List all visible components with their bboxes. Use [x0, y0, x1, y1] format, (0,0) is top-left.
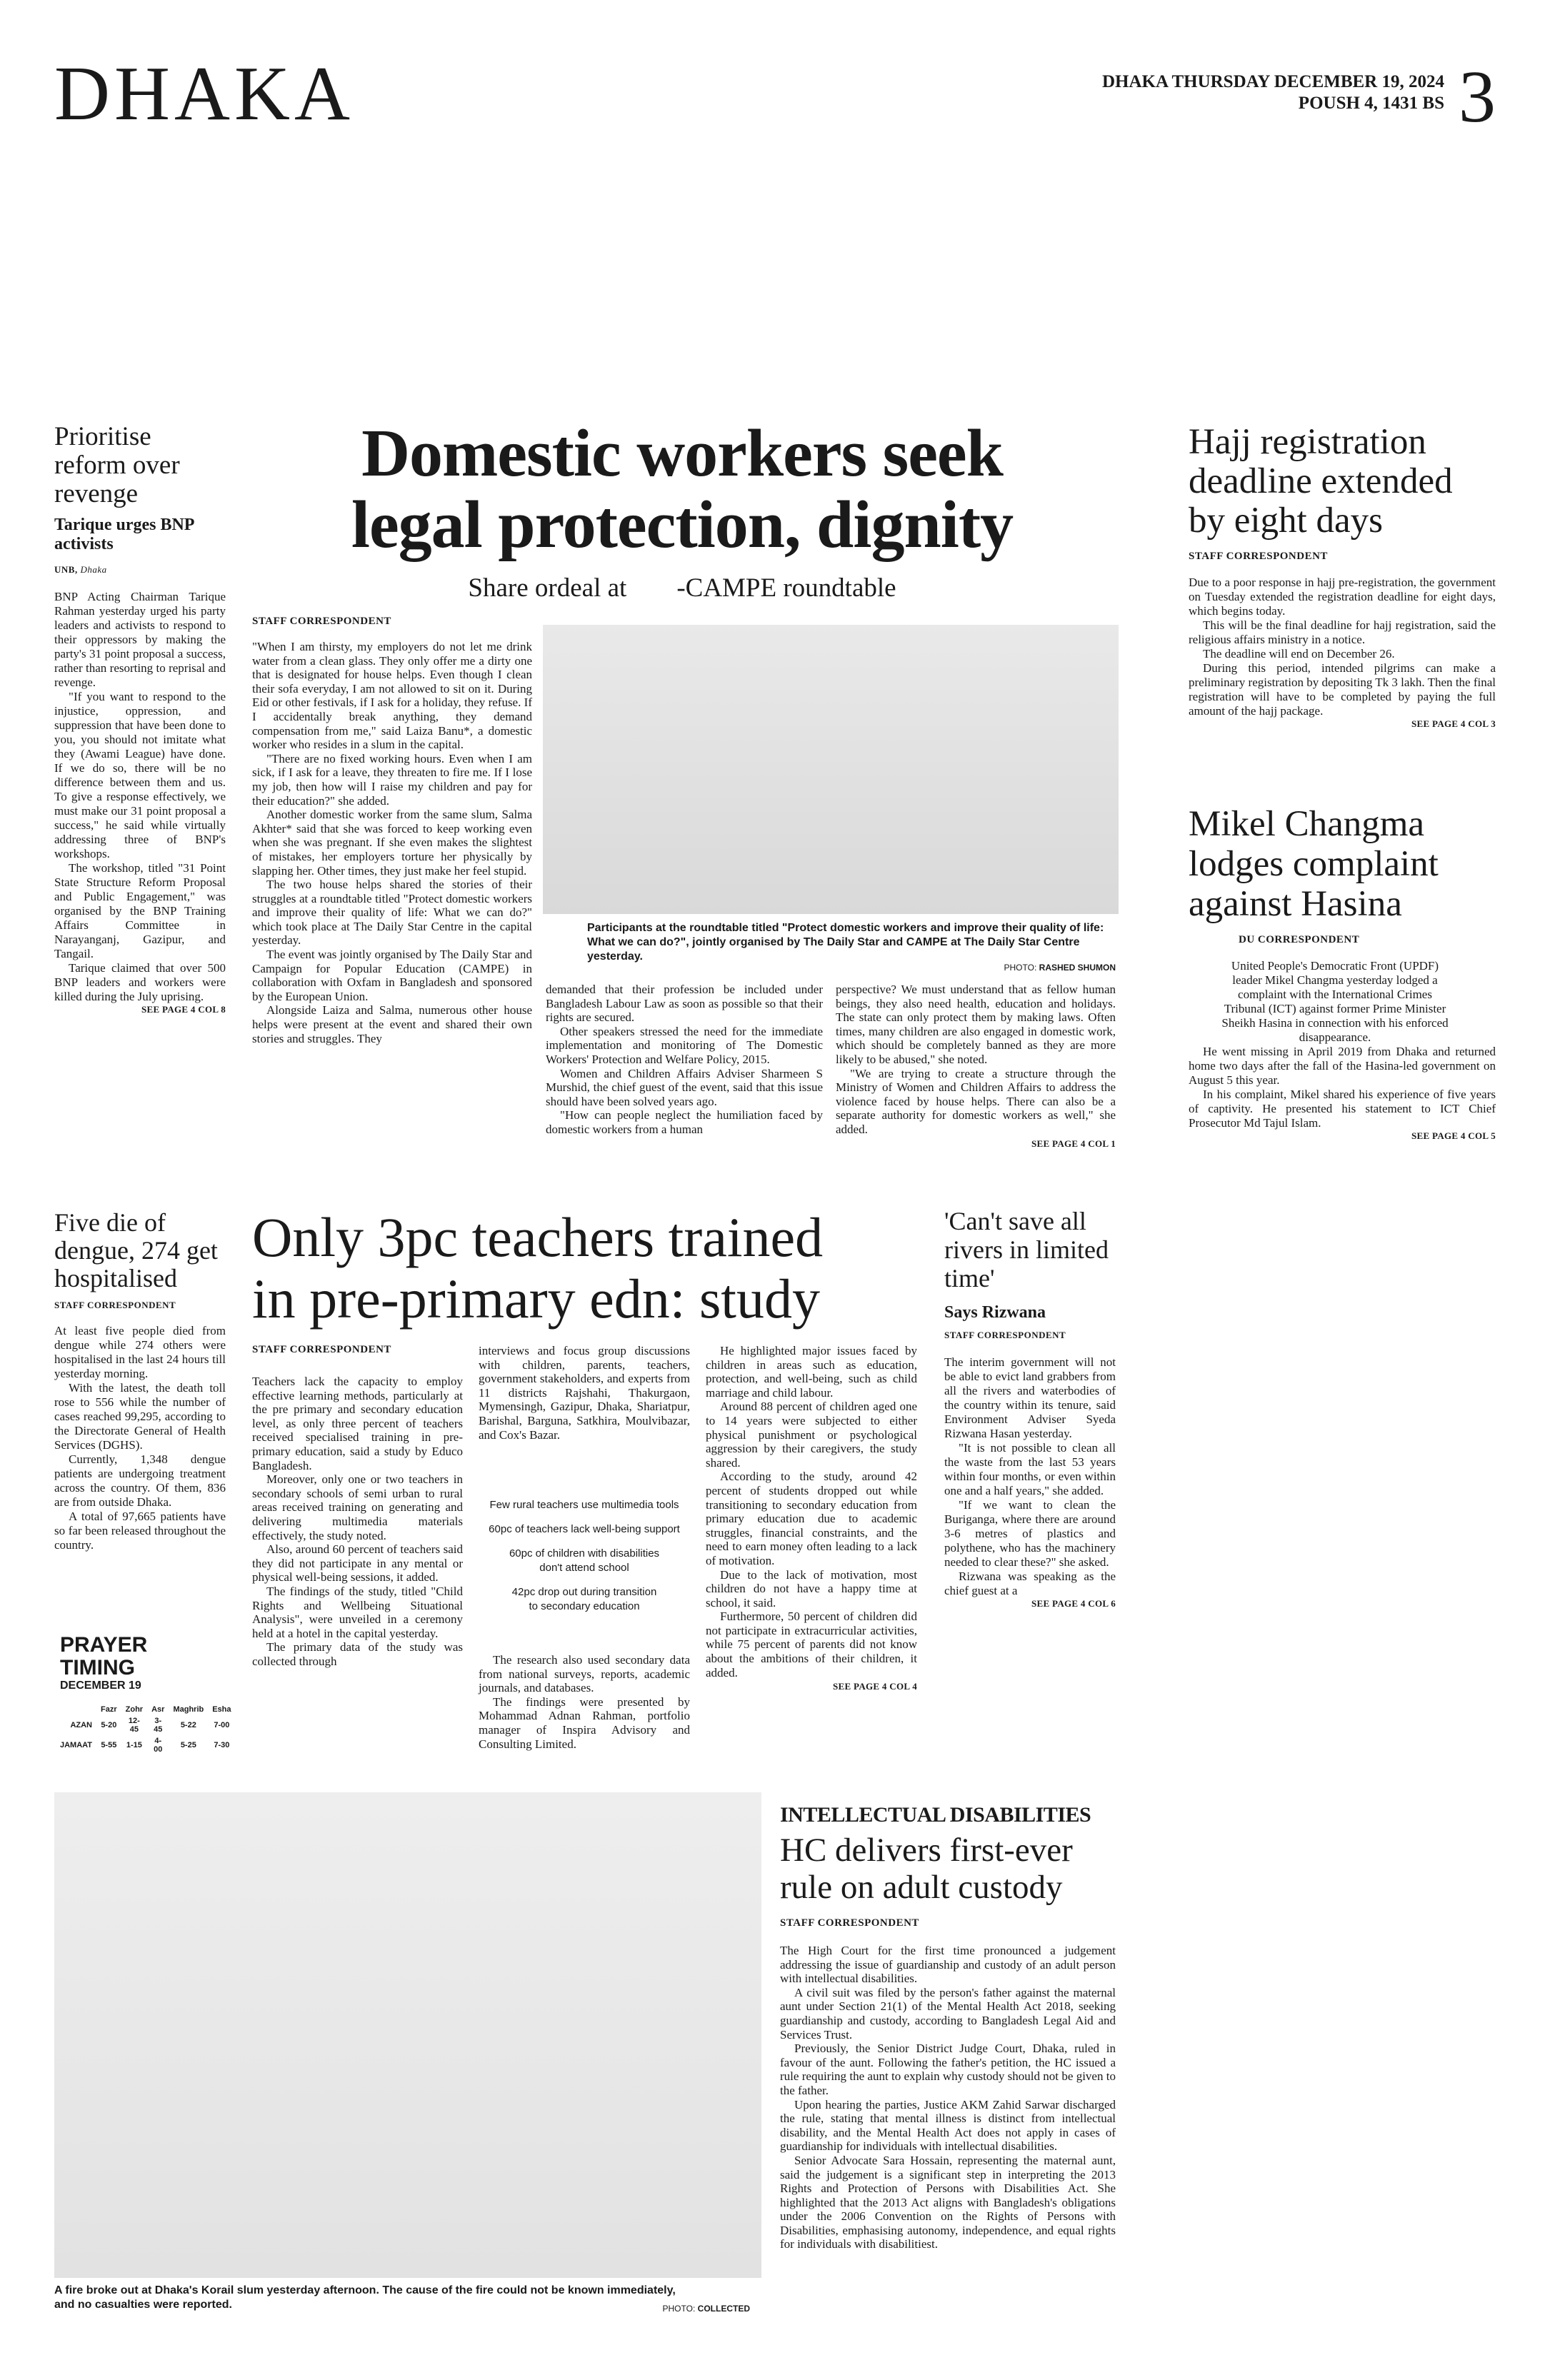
article-body [944, 1355, 1116, 1598]
paragraph: A civil suit was filed by the person's father against the maternal aunt under Section 21(1) of the Mental Health Act 2018, seeking guardianship and custody, according to Bangladesh Legal Aid and Services Trust. [780, 1985, 1116, 2042]
paragraph: United People's Democratic Front (UPDF) leader Mikel Changma yesterday lodged a complaint with the International Crimes Tribunal (ICT) against former Prime Minister Sheikh Hasina in connection with his enforced disappearance. [1221, 959, 1449, 1044]
continued-link[interactable]: SEE PAGE 4 COL 1 [1031, 1138, 1116, 1149]
paragraph: Women and Children Affairs Adviser Sharmeen S Murshid, the chief guest of the event, said that this issue should have been solved years ago. [546, 1066, 823, 1108]
headline-line: legal protection, dignity [351, 488, 1014, 562]
photo-caption: Participants at the roundtable titled "Protect domestic workers and improve their quality of life: What we can do?", jointly organised by The Daily Star and CAMPE at The Daily Star Centre yesterday. [587, 922, 1104, 963]
headline: HC delivers first-ever rule on adult custody [780, 1832, 1073, 1906]
prayer-row-azan: AZAN 5-20 12-45 3-45 5-22 7-00 [70, 1717, 230, 1734]
paragraph: During this period, intended pilgrims can make a preliminary registration by depositing Tk 3 lakh. Then the final registration will have to be completed by paying the full amount of the hajj package. [1189, 661, 1496, 718]
paragraph: The deadline will end on December 26. [1203, 647, 1395, 661]
paragraph: This will be the final deadline for hajj registration, said the religious affairs ministry in a notice. [1189, 618, 1496, 646]
paragraph: Moreover, only one or two teachers in secondary schools of semi urban to rural areas received training on generating and delivering multimedia materials effectively, the study noted. [252, 1472, 463, 1542]
headline: Hajj registration deadline extended by eight days [1189, 422, 1453, 541]
paragraph: Tarique claimed that over 500 BNP leaders and workers were killed during the July uprising. [54, 961, 226, 1003]
paragraph: The event was jointly organised by The Daily Star and Campaign for Popular Education (CAMPE) in collaboration with Oxfam in Bangladesh and sponsored by the European Union. [252, 948, 532, 1003]
paragraph: BNP Acting Chairman Tarique Rahman yesterday urged his party leaders and activists to respond to their oppressors by making the party's 31 point proposal a success, rather than resorting to reprisal and revenge. [54, 590, 226, 689]
headline [250, 418, 1114, 561]
continued-link[interactable]: SEE PAGE 4 COL 3 [1411, 718, 1496, 729]
paragraph: With the latest, the death toll rose to 556 while the number of cases reached 99,295, according to the Directorate General of Health Services (DGHS). [54, 1381, 226, 1452]
paragraph: A total of 97,665 patients have so far been released throughout the country. [54, 1510, 226, 1552]
headline-line: Only 3pc teachers trained [252, 1206, 824, 1268]
section-masthead: DHAKA [54, 51, 354, 136]
korail-fire-photo [54, 1792, 761, 2278]
article-body [54, 1324, 226, 1552]
byline: UNB, Dhaka [54, 564, 107, 575]
article-reform [54, 423, 226, 1015]
paragraph: The findings of the study, titled "Child Rights and Wellbeing Situational Analysis", were unveiled in a ceremony held at a hotel in the capital yesterday. [252, 1584, 463, 1640]
article-hajj [1189, 423, 1496, 730]
paragraph: In his complaint, Mikel shared his experience of five years of captivity. He presented his statement to ICT Chief Prosecutor Md Tajul Islam. [1189, 1088, 1496, 1130]
article-mikel-changma [1189, 804, 1496, 1142]
article-domestic-workers [250, 418, 1114, 603]
dateline [1102, 71, 1444, 114]
prayer-date: DECEMBER 19 [60, 1679, 141, 1692]
paragraph: The two house helps shared the stories of their struggles at a roundtable titled "Protect domestic workers and improve their quality of life: What we can do?" which took place at The Daily Star Centre in the capital yesterday. [252, 878, 532, 948]
headline: Five die of dengue, 274 get hospitalised [54, 1208, 218, 1292]
paragraph: Around 88 percent of children aged one to 14 years were subjected to either physical punishment or psychological aggression by their caregivers, the study shared. [706, 1400, 917, 1470]
paragraph: perspective? We must understand that as fellow human beings, they also need health, education and holidays. The state can only protect them by making laws. Often times, many children are also engaged in domestic work, which should be completely banned as they are more likely to be abused," she noted. [836, 983, 1116, 1066]
paragraph: The findings were presented by Mohammad Adnan Rahman, portfolio manager of Inspira Advisory and Consulting Limited. [479, 1694, 690, 1751]
prayer-table [60, 1704, 236, 1755]
paragraph: He highlighted major issues faced by children in areas such as education, protection, and well-being, such as child marriage and child labour. [706, 1344, 917, 1400]
paragraph: According to the study, around 42 percent of students dropped out while transitioning to secondary education from primary education due to academic struggles, financial constraints, and the need to earn money often leading to a lack of motivation. [706, 1470, 917, 1567]
byline: STAFF CORRESPONDENT [944, 1330, 1066, 1340]
paragraph: Senior Advocate Sara Hossain, representing the maternal aunt, said the judgement is a significant step in interpreting the 2013 Rights and Protection of Persons with Disabilities Act. She highlighted that the 2013 Act aligns with Bangladesh's obligations under the 2006 Convention on the Rights of Persons with Disabilities, emphasising autonomy, independence, and equal rights for individuals with disabilitiest. [780, 2153, 1116, 2251]
article-body-col1 [252, 640, 532, 1045]
stats-box [479, 1498, 690, 1614]
article-body-col2 [546, 983, 823, 1137]
page-number: 3 [1459, 56, 1496, 138]
paragraph: "There are no fixed working hours. Even when I am sick, if I ask for a leave, they threaten to fire me. If I lose my job, then how will I raise my children and pay for their education?" she added. [252, 751, 532, 808]
paragraph: The workshop, titled "31 Point State Structure Reform Proposal and Public Engagement," was organised by the BNP Training Affairs Committee in Narayanganj, Gazipur, and Tangail. [54, 861, 226, 960]
article-body [1189, 959, 1496, 1130]
paragraph: He went missing in April 2019 from Dhaka and returned home two days after the fall of the Hasina-led government on August 5 this year. [1189, 1045, 1496, 1087]
paragraph: Other speakers stressed the need for the immediate implementation and monitoring of The Domestic Workers' Protection and Welfare Policy, 2015. [546, 1024, 823, 1066]
paragraph: interviews and focus group discussions with children, parents, teachers, government stakeholders, and experts from 11 districts Rajshahi, Thakurgaon, Mymensingh, Gazipur, Dhaka, Shariatpur, Barishal, Barguna, Satkhira, Moulvibazar, and Cox's Bazar. [479, 1344, 690, 1442]
headline [252, 1207, 938, 1330]
article-body-col2b [479, 1653, 690, 1751]
paragraph: Previously, the Senior District Judge Court, Dhaka, ruled in favour of the aunt. Following the father's petition, the HC issued a rule requiring the aunt to explain why custody should not be given to the father. [780, 2042, 1116, 2097]
byline: STAFF CORRESPONDENT [1189, 551, 1328, 562]
byline: STAFF CORRESPONDENT [54, 1300, 176, 1310]
continued-link[interactable]: SEE PAGE 4 COL 5 [1411, 1130, 1496, 1141]
paragraph: "When I am thirsty, my employers do not let me drink water from a clean glass. They only offer me a dirty one that is designated for house helps. Even though I clean their sofa everyday, I am not allowed to sit on it. During Eid or other festivals, if I ask for a holiday, they refuse. If I accidentally break anything, they demand compensation from me," said Laiza Banu*, a domestic worker who resides in a slum in the capital. [252, 640, 532, 752]
article-body-col3 [706, 1344, 917, 1694]
paragraph: Another domestic worker from the same slum, Salma Akhter* said that she was forced to keep working even when she was pregnant. If she even makes the slightest of mistakes, her employers torture her physically by slapping her. Other times, they just make her feel stupid. [252, 808, 532, 878]
paragraph: Rizwana was speaking as the chief guest at a [944, 1570, 1116, 1597]
article-body [1189, 576, 1496, 718]
byline: STAFF CORRESPONDENT [780, 1917, 919, 1929]
continued-link[interactable]: SEE PAGE 4 COL 8 [141, 1004, 226, 1015]
kicker: INTELLECTUAL DISABILITIES [780, 1803, 1091, 1827]
paragraph: The primary data of the study was collected through [252, 1640, 463, 1668]
headline: 'Can't save all rivers in limited time' [944, 1207, 1109, 1292]
photo-credit: PHOTO: RASHED SHUMON [1004, 963, 1116, 973]
prayer-header-row: Fazr Zohr Asr Maghrib Esha [101, 1705, 231, 1714]
article-body [780, 1944, 1116, 2251]
paragraph: Upon hearing the parties, Justice AKM Zahid Sarwar discharged the rule, stating that mental illness is distinct from intellectual disability, and the Mental Health Act does not apply in cases of guardianship for individuals with intellectual disabilities. [780, 2097, 1116, 2154]
article-rivers [944, 1207, 1116, 1610]
byline: STAFF CORRESPONDENT [252, 1344, 391, 1355]
article-hc-custody [780, 1803, 1116, 2251]
stat-item: 60pc of teachers lack well-being support [489, 1523, 680, 1535]
byline: STAFF CORRESPONDENT [252, 616, 391, 627]
continued-link[interactable]: SEE PAGE 4 COL 6 [1031, 1598, 1116, 1609]
paragraph: Alongside Laiza and Salma, numerous other house helps were present at the event and shared their own stories and struggles. They [252, 1003, 532, 1045]
paragraph: At least five people died from dengue while 274 others were hospitalised in the last 24 hours till yesterday morning. [54, 1324, 226, 1380]
paragraph: "How can people neglect the humiliation faced by domestic workers from a human [546, 1108, 823, 1136]
headline-line: Domestic workers seek [361, 416, 1003, 491]
paragraph: Due to the lack of motivation, most children do not have a happy time at school, it said. [706, 1567, 917, 1610]
stat-item: Few rural teachers use multimedia tools [489, 1499, 679, 1511]
article-body [54, 590, 226, 1004]
byline: DU CORRESPONDENT [1239, 934, 1360, 945]
paragraph: Currently, 1,348 dengue patients are undergoing treatment across the country. Of them, 836 are from outside Dhaka. [54, 1452, 226, 1509]
prayer-row-jamaat: JAMAAT 5-55 1-15 4-00 5-25 7-30 [60, 1737, 230, 1754]
article-body-col3 [836, 983, 1116, 1150]
deck: Says Rizwana [944, 1303, 1046, 1322]
deck: Tarique urges BNP activists [54, 516, 194, 553]
stat-item: 42pc drop out during transition to secondary education [511, 1586, 657, 1612]
deck: Share ordeal at -CAMPE roundtable [468, 573, 896, 603]
paragraph: "It is not possible to clean all the waste from the last 53 years within four months, or even within one and a half years," she added. [944, 1441, 1116, 1497]
continued-link[interactable]: SEE PAGE 4 COL 4 [833, 1681, 917, 1692]
prayer-title: PRAYER TIMING [60, 1633, 148, 1679]
paragraph: demanded that their profession be included under Bangladesh Labour Law as soon as possible so that their rights are secured. [546, 983, 823, 1025]
headline-line: in pre-primary edn: study [252, 1267, 820, 1330]
headline: Prioritise reform over revenge [54, 422, 180, 508]
prayer-timing-box [60, 1634, 231, 1755]
article-body-col2 [479, 1344, 690, 1442]
stat-item: 60pc of children with disabilities don't attend school [509, 1547, 660, 1574]
dateline-date: DHAKA THURSDAY DECEMBER 19, 2024 [1101, 72, 1444, 91]
article-dengue [54, 1209, 226, 1552]
paragraph: The interim government will not be able to evict land grabbers from all the rivers and waterbodies of the country within its tenure, said Environment Adviser Syeda Rizwana Hasan yesterday. [944, 1355, 1116, 1440]
roundtable-photo [543, 625, 1119, 914]
headline: Mikel Changma lodges complaint against Hasina [1189, 804, 1439, 924]
paragraph: The research also used secondary data from national surveys, reports, academic journals, and databases. [479, 1653, 690, 1695]
dateline-bengali-date: POUSH 4, 1431 BS [1298, 94, 1444, 113]
photo-caption: A fire broke out at Dhaka's Korail slum yesterday afternoon. The cause of the fire could not be known immediately, and no casualties were reported. [54, 2284, 676, 2311]
article-teachers [252, 1207, 938, 1330]
paragraph: Due to a poor response in hajj pre-registration, the government on Tuesday extended the registration deadline for eight days, which begins today. [1189, 576, 1496, 618]
paragraph: Furthermore, 50 percent of children did not participate in extracurricular activities, while 75 percent of parents did not know about the ambitions of their children, it added. [706, 1610, 917, 1679]
photo-credit: PHOTO: COLLECTED [662, 2304, 750, 2314]
paragraph: The High Court for the first time pronounced a judgement addressing the issue of guardianship and custody of an adult person with intellectual disabilities. [780, 1944, 1116, 1986]
paragraph: Teachers lack the capacity to employ effective learning methods, particularly at the pre primary and secondary education level, as only three percent of teachers received specialised training in pre-primary education, said a study by Educo Bangladesh. [252, 1375, 463, 1472]
paragraph: "We are trying to create a structure through the Ministry of Women and Children Affairs to address the violence faced by house helps. There can also be a separate authority for domestic workers as well," she added. [836, 1066, 1116, 1136]
paragraph: "If you want to respond to the injustice, oppression, and suppression that have been done to you, you should not imitate what they (Awami League) have done. If we do so, there will be no difference between them and us. To give a response effectively, we must make our 31 point proposal a success," he said while virtually addressing three of BNP's workshops. [54, 690, 226, 860]
paragraph: Also, around 60 percent of teachers said they did not participate in any mental or physical well-being sessions, it added. [252, 1542, 463, 1585]
paragraph: "If we want to clean the Buriganga, where there are around 3-6 metres of plastics and polythene, who has the machinery needed to clear these?" she asked. [944, 1498, 1116, 1569]
article-body-col1 [252, 1375, 463, 1668]
